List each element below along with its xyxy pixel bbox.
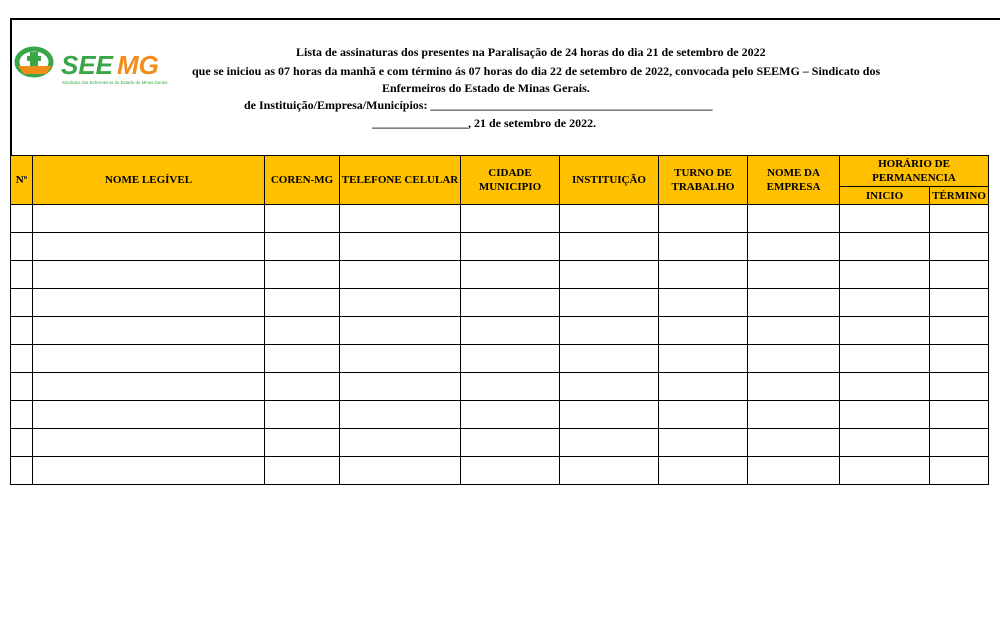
signature-cell[interactable] xyxy=(461,457,560,485)
signature-cell[interactable] xyxy=(461,345,560,373)
signature-cell[interactable] xyxy=(340,373,461,401)
signature-cell[interactable] xyxy=(265,261,340,289)
signature-cell[interactable] xyxy=(840,289,930,317)
signature-cell[interactable] xyxy=(930,457,989,485)
svg-text:SEE: SEE xyxy=(61,50,114,80)
signature-cell[interactable] xyxy=(265,429,340,457)
col-empresa: NOME DA EMPRESA xyxy=(748,156,840,205)
signature-cell[interactable] xyxy=(560,373,659,401)
title-line-1: Lista de assinaturas dos presentes na Paralisação de 24 horas do dia 21 de setembro de 2022 xyxy=(296,45,766,59)
signature-cell[interactable] xyxy=(659,261,748,289)
svg-text:MG: MG xyxy=(117,50,159,80)
signature-cell[interactable] xyxy=(748,457,840,485)
signature-cell[interactable] xyxy=(265,233,340,261)
signature-cell[interactable] xyxy=(11,457,33,485)
signature-cell[interactable] xyxy=(748,429,840,457)
signature-cell[interactable] xyxy=(560,317,659,345)
signature-cell[interactable] xyxy=(560,457,659,485)
signature-cell[interactable] xyxy=(461,289,560,317)
signature-cell[interactable] xyxy=(560,289,659,317)
col-nome-legivel: NOME LEGÍVEL xyxy=(33,156,265,205)
signature-cell[interactable] xyxy=(33,261,265,289)
signature-cell[interactable] xyxy=(560,233,659,261)
signature-cell[interactable] xyxy=(840,345,930,373)
signature-cell[interactable] xyxy=(11,401,33,429)
signature-cell[interactable] xyxy=(33,205,265,233)
signature-cell[interactable] xyxy=(461,429,560,457)
signature-cell[interactable] xyxy=(340,233,461,261)
signature-cell[interactable] xyxy=(33,373,265,401)
signature-cell[interactable] xyxy=(748,261,840,289)
title-line-3: Enfermeiros do Estado de Minas Gerais. xyxy=(382,81,590,95)
table-row xyxy=(11,261,989,289)
signature-cell[interactable] xyxy=(461,261,560,289)
table-row xyxy=(11,401,989,429)
table-row xyxy=(11,205,989,233)
institution-field: de Instituição/Empresa/Municípios: _______________________________________________ xyxy=(244,98,713,112)
signature-cell[interactable] xyxy=(33,289,265,317)
seemg-logo xyxy=(12,42,177,88)
signature-cell[interactable] xyxy=(748,205,840,233)
signature-cell[interactable] xyxy=(930,373,989,401)
signature-cell[interactable] xyxy=(930,261,989,289)
col-horario: HORÁRIO DE PERMANENCIA xyxy=(840,156,989,187)
signature-cell[interactable] xyxy=(840,401,930,429)
signature-cell[interactable] xyxy=(930,289,989,317)
signature-cell[interactable] xyxy=(11,233,33,261)
signature-cell[interactable] xyxy=(11,205,33,233)
signature-cell[interactable] xyxy=(659,317,748,345)
table-row xyxy=(11,317,989,345)
signature-cell[interactable] xyxy=(340,401,461,429)
col-telefone: TELEFONE CELULAR xyxy=(340,156,461,205)
signature-cell[interactable] xyxy=(560,261,659,289)
signature-cell[interactable] xyxy=(265,289,340,317)
signature-cell[interactable] xyxy=(340,289,461,317)
signature-cell[interactable] xyxy=(11,289,33,317)
signature-cell[interactable] xyxy=(930,317,989,345)
signature-cell[interactable] xyxy=(659,457,748,485)
signature-cell[interactable] xyxy=(659,373,748,401)
table-row xyxy=(11,289,989,317)
signature-cell[interactable] xyxy=(33,317,265,345)
signature-cell[interactable] xyxy=(748,233,840,261)
signature-cell[interactable] xyxy=(560,429,659,457)
signature-cell[interactable] xyxy=(265,205,340,233)
signature-cell[interactable] xyxy=(659,345,748,373)
signature-cell[interactable] xyxy=(265,373,340,401)
signature-cell[interactable] xyxy=(265,317,340,345)
col-numero: Nº xyxy=(11,156,33,205)
signature-cell[interactable] xyxy=(340,345,461,373)
signature-cell[interactable] xyxy=(461,373,560,401)
signature-cell[interactable] xyxy=(265,457,340,485)
col-termino: TÉRMINO xyxy=(930,187,989,205)
signature-cell[interactable] xyxy=(11,373,33,401)
signature-cell[interactable] xyxy=(840,373,930,401)
signature-cell[interactable] xyxy=(33,345,265,373)
signature-cell[interactable] xyxy=(461,317,560,345)
signature-cell[interactable] xyxy=(461,233,560,261)
signature-cell[interactable] xyxy=(340,205,461,233)
signature-cell[interactable] xyxy=(659,233,748,261)
col-turno: TURNO DE TRABALHO xyxy=(659,156,748,205)
signature-cell[interactable] xyxy=(748,289,840,317)
signature-cell[interactable] xyxy=(11,317,33,345)
signature-cell[interactable] xyxy=(930,233,989,261)
signature-cell[interactable] xyxy=(265,401,340,429)
signature-cell[interactable] xyxy=(11,261,33,289)
signature-cell[interactable] xyxy=(748,401,840,429)
signature-cell[interactable] xyxy=(840,233,930,261)
signature-cell[interactable] xyxy=(11,345,33,373)
signature-cell[interactable] xyxy=(748,317,840,345)
signature-cell[interactable] xyxy=(840,205,930,233)
signature-cell[interactable] xyxy=(840,317,930,345)
signature-cell[interactable] xyxy=(748,373,840,401)
date-line: ________________, 21 de setembro de 2022. xyxy=(372,116,597,130)
signature-cell[interactable] xyxy=(659,429,748,457)
signature-cell[interactable] xyxy=(461,401,560,429)
col-instituicao: INSTITUIÇÃO xyxy=(560,156,659,205)
table-row xyxy=(11,373,989,401)
signature-cell[interactable] xyxy=(33,457,265,485)
signature-cell[interactable] xyxy=(840,261,930,289)
signature-cell[interactable] xyxy=(930,429,989,457)
signature-cell[interactable] xyxy=(930,205,989,233)
signature-cell[interactable] xyxy=(840,457,930,485)
title-line-2: que se iniciou as 07 horas da manhã e com término ás 07 horas do dia 22 de setembro de 2022, convocada pelo SEEMG – Sindicato dos xyxy=(192,64,881,78)
signature-cell[interactable] xyxy=(340,261,461,289)
signature-cell[interactable] xyxy=(33,429,265,457)
signature-cell[interactable] xyxy=(461,205,560,233)
signature-cell[interactable] xyxy=(33,233,265,261)
signature-cell[interactable] xyxy=(340,317,461,345)
signature-cell[interactable] xyxy=(560,205,659,233)
col-cidade: CIDADE MUNICIPIO xyxy=(461,156,560,205)
signature-cell[interactable] xyxy=(930,345,989,373)
table-row xyxy=(11,457,989,485)
signature-cell[interactable] xyxy=(560,401,659,429)
signature-cell[interactable] xyxy=(840,429,930,457)
table-row xyxy=(11,345,989,373)
signature-cell[interactable] xyxy=(33,401,265,429)
signature-table xyxy=(10,155,989,485)
table-row xyxy=(11,429,989,457)
signature-cell[interactable] xyxy=(560,345,659,373)
signature-cell[interactable] xyxy=(11,429,33,457)
signature-cell[interactable] xyxy=(659,401,748,429)
signature-cell[interactable] xyxy=(659,289,748,317)
table-row xyxy=(11,233,989,261)
signature-cell[interactable] xyxy=(340,457,461,485)
logo-tagline: Sindicato dos Enfermeiros do Estado de Minas Gerais xyxy=(62,80,168,85)
signature-cell[interactable] xyxy=(265,345,340,373)
signature-cell[interactable] xyxy=(930,401,989,429)
signature-cell[interactable] xyxy=(659,205,748,233)
signature-cell[interactable] xyxy=(340,429,461,457)
signature-cell[interactable] xyxy=(748,345,840,373)
col-inicio: INICIO xyxy=(840,187,930,205)
col-coren: COREN-MG xyxy=(265,156,340,205)
